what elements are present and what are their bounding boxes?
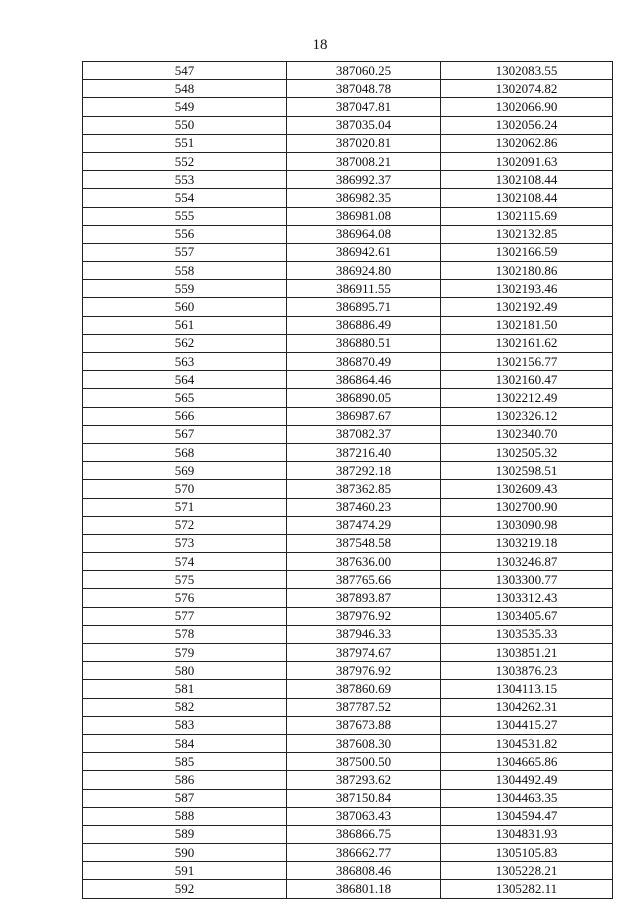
x-coordinate-cell: 387500.50 [287, 753, 441, 771]
table-row [83, 698, 613, 716]
x-coordinate-cell: 387060.25 [287, 62, 441, 80]
table-row [83, 225, 613, 243]
y-coordinate-cell: 1302066.90 [441, 98, 613, 116]
point-number-cell: 567 [83, 425, 287, 443]
table-row [83, 98, 613, 116]
table-row [83, 334, 613, 352]
x-coordinate-cell: 386870.49 [287, 353, 441, 371]
table-row [83, 807, 613, 825]
x-coordinate-cell: 386981.08 [287, 207, 441, 225]
x-coordinate-cell: 386662.77 [287, 844, 441, 862]
y-coordinate-cell: 1302056.24 [441, 116, 613, 134]
table-row [83, 553, 613, 571]
x-coordinate-cell: 387608.30 [287, 734, 441, 752]
table-row [83, 443, 613, 461]
table-row [83, 425, 613, 443]
x-coordinate-cell: 386866.75 [287, 825, 441, 843]
table-row [83, 353, 613, 371]
y-coordinate-cell: 1302598.51 [441, 462, 613, 480]
point-number-cell: 585 [83, 753, 287, 771]
point-number-cell: 587 [83, 789, 287, 807]
table-row [83, 462, 613, 480]
x-coordinate-cell: 386886.49 [287, 316, 441, 334]
table-row [83, 80, 613, 98]
x-coordinate-cell: 386911.55 [287, 280, 441, 298]
point-number-cell: 586 [83, 771, 287, 789]
coordinates-table [82, 61, 613, 899]
y-coordinate-cell: 1302166.59 [441, 243, 613, 261]
x-coordinate-cell: 387292.18 [287, 462, 441, 480]
y-coordinate-cell: 1302180.86 [441, 262, 613, 280]
table-row [83, 625, 613, 643]
page-number: 18 [312, 37, 328, 53]
y-coordinate-cell: 1303300.77 [441, 571, 613, 589]
table-row [83, 243, 613, 261]
y-coordinate-cell: 1302091.63 [441, 152, 613, 170]
y-coordinate-cell: 1302181.50 [441, 316, 613, 334]
point-number-cell: 575 [83, 571, 287, 589]
x-coordinate-cell: 386880.51 [287, 334, 441, 352]
table-row [83, 389, 613, 407]
x-coordinate-cell: 386895.71 [287, 298, 441, 316]
x-coordinate-cell: 387673.88 [287, 716, 441, 734]
point-number-cell: 572 [83, 516, 287, 534]
point-number-cell: 571 [83, 498, 287, 516]
table-row [83, 171, 613, 189]
point-number-cell: 560 [83, 298, 287, 316]
point-number-cell: 554 [83, 189, 287, 207]
point-number-cell: 563 [83, 353, 287, 371]
table-row [83, 498, 613, 516]
point-number-cell: 589 [83, 825, 287, 843]
x-coordinate-cell: 387460.23 [287, 498, 441, 516]
point-number-cell: 551 [83, 134, 287, 152]
table-row [83, 134, 613, 152]
point-number-cell: 547 [83, 62, 287, 80]
y-coordinate-cell: 1302340.70 [441, 425, 613, 443]
table-row [83, 280, 613, 298]
y-coordinate-cell: 1305228.21 [441, 862, 613, 880]
table-row [83, 571, 613, 589]
point-number-cell: 584 [83, 734, 287, 752]
x-coordinate-cell: 387048.78 [287, 80, 441, 98]
y-coordinate-cell: 1302132.85 [441, 225, 613, 243]
point-number-cell: 591 [83, 862, 287, 880]
y-coordinate-cell: 1302062.86 [441, 134, 613, 152]
y-coordinate-cell: 1303405.67 [441, 607, 613, 625]
point-number-cell: 557 [83, 243, 287, 261]
y-coordinate-cell: 1302083.55 [441, 62, 613, 80]
table-row [83, 262, 613, 280]
table-row [83, 789, 613, 807]
x-coordinate-cell: 386924.80 [287, 262, 441, 280]
x-coordinate-cell: 387020.81 [287, 134, 441, 152]
y-coordinate-cell: 1303851.21 [441, 644, 613, 662]
y-coordinate-cell: 1304463.35 [441, 789, 613, 807]
x-coordinate-cell: 387063.43 [287, 807, 441, 825]
x-coordinate-cell: 386982.35 [287, 189, 441, 207]
table-row [83, 589, 613, 607]
point-number-cell: 565 [83, 389, 287, 407]
x-coordinate-cell: 386987.67 [287, 407, 441, 425]
point-number-cell: 559 [83, 280, 287, 298]
y-coordinate-cell: 1302074.82 [441, 80, 613, 98]
table-row [83, 189, 613, 207]
y-coordinate-cell: 1304262.31 [441, 698, 613, 716]
table-row [83, 116, 613, 134]
x-coordinate-cell: 387976.92 [287, 607, 441, 625]
x-coordinate-cell: 386890.05 [287, 389, 441, 407]
table-row [83, 480, 613, 498]
point-number-cell: 549 [83, 98, 287, 116]
y-coordinate-cell: 1302115.69 [441, 207, 613, 225]
x-coordinate-cell: 387976.92 [287, 662, 441, 680]
point-number-cell: 566 [83, 407, 287, 425]
y-coordinate-cell: 1302193.46 [441, 280, 613, 298]
y-coordinate-cell: 1304594.47 [441, 807, 613, 825]
point-number-cell: 564 [83, 371, 287, 389]
table-row [83, 662, 613, 680]
table-row [83, 644, 613, 662]
table-row [83, 516, 613, 534]
x-coordinate-cell: 387787.52 [287, 698, 441, 716]
y-coordinate-cell: 1304415.27 [441, 716, 613, 734]
y-coordinate-cell: 1302161.62 [441, 334, 613, 352]
x-coordinate-cell: 387293.62 [287, 771, 441, 789]
coordinates-table-body [83, 62, 613, 899]
y-coordinate-cell: 1302609.43 [441, 480, 613, 498]
y-coordinate-cell: 1302700.90 [441, 498, 613, 516]
y-coordinate-cell: 1303090.98 [441, 516, 613, 534]
x-coordinate-cell: 386808.46 [287, 862, 441, 880]
point-number-cell: 580 [83, 662, 287, 680]
y-coordinate-cell: 1303219.18 [441, 534, 613, 552]
x-coordinate-cell: 387636.00 [287, 553, 441, 571]
x-coordinate-cell: 387035.04 [287, 116, 441, 134]
point-number-cell: 568 [83, 443, 287, 461]
point-number-cell: 573 [83, 534, 287, 552]
point-number-cell: 583 [83, 716, 287, 734]
y-coordinate-cell: 1304113.15 [441, 680, 613, 698]
y-coordinate-cell: 1302192.49 [441, 298, 613, 316]
y-coordinate-cell: 1302160.47 [441, 371, 613, 389]
x-coordinate-cell: 387362.85 [287, 480, 441, 498]
point-number-cell: 562 [83, 334, 287, 352]
x-coordinate-cell: 386942.61 [287, 243, 441, 261]
point-number-cell: 581 [83, 680, 287, 698]
y-coordinate-cell: 1304492.49 [441, 771, 613, 789]
x-coordinate-cell: 387548.58 [287, 534, 441, 552]
x-coordinate-cell: 387946.33 [287, 625, 441, 643]
x-coordinate-cell: 387008.21 [287, 152, 441, 170]
x-coordinate-cell: 387860.69 [287, 680, 441, 698]
table-row [83, 734, 613, 752]
x-coordinate-cell: 386992.37 [287, 171, 441, 189]
table-row [83, 62, 613, 80]
point-number-cell: 569 [83, 462, 287, 480]
y-coordinate-cell: 1303535.33 [441, 625, 613, 643]
point-number-cell: 574 [83, 553, 287, 571]
table-row [83, 152, 613, 170]
x-coordinate-cell: 386801.18 [287, 880, 441, 898]
table-row [83, 371, 613, 389]
y-coordinate-cell: 1302108.44 [441, 189, 613, 207]
point-number-cell: 553 [83, 171, 287, 189]
point-number-cell: 555 [83, 207, 287, 225]
y-coordinate-cell: 1305105.83 [441, 844, 613, 862]
y-coordinate-cell: 1302212.49 [441, 389, 613, 407]
x-coordinate-cell: 386964.08 [287, 225, 441, 243]
point-number-cell: 556 [83, 225, 287, 243]
table-row [83, 880, 613, 898]
x-coordinate-cell: 387082.37 [287, 425, 441, 443]
y-coordinate-cell: 1304665.86 [441, 753, 613, 771]
point-number-cell: 579 [83, 644, 287, 662]
y-coordinate-cell: 1302326.12 [441, 407, 613, 425]
point-number-cell: 550 [83, 116, 287, 134]
point-number-cell: 558 [83, 262, 287, 280]
table-row [83, 825, 613, 843]
x-coordinate-cell: 387474.29 [287, 516, 441, 534]
x-coordinate-cell: 387216.40 [287, 443, 441, 461]
point-number-cell: 552 [83, 152, 287, 170]
x-coordinate-cell: 387047.81 [287, 98, 441, 116]
table-row [83, 753, 613, 771]
point-number-cell: 577 [83, 607, 287, 625]
table-row [83, 862, 613, 880]
point-number-cell: 578 [83, 625, 287, 643]
point-number-cell: 548 [83, 80, 287, 98]
table-row [83, 716, 613, 734]
table-row [83, 680, 613, 698]
table-row [83, 534, 613, 552]
x-coordinate-cell: 386864.46 [287, 371, 441, 389]
y-coordinate-cell: 1303312.43 [441, 589, 613, 607]
table-row [83, 316, 613, 334]
table-row [83, 298, 613, 316]
x-coordinate-cell: 387974.67 [287, 644, 441, 662]
y-coordinate-cell: 1302108.44 [441, 171, 613, 189]
y-coordinate-cell: 1302156.77 [441, 353, 613, 371]
x-coordinate-cell: 387765.66 [287, 571, 441, 589]
x-coordinate-cell: 387893.87 [287, 589, 441, 607]
point-number-cell: 561 [83, 316, 287, 334]
x-coordinate-cell: 387150.84 [287, 789, 441, 807]
y-coordinate-cell: 1304531.82 [441, 734, 613, 752]
y-coordinate-cell: 1304831.93 [441, 825, 613, 843]
point-number-cell: 592 [83, 880, 287, 898]
y-coordinate-cell: 1302505.32 [441, 443, 613, 461]
point-number-cell: 590 [83, 844, 287, 862]
y-coordinate-cell: 1303246.87 [441, 553, 613, 571]
point-number-cell: 588 [83, 807, 287, 825]
table-row [83, 207, 613, 225]
y-coordinate-cell: 1303876.23 [441, 662, 613, 680]
point-number-cell: 582 [83, 698, 287, 716]
table-row [83, 607, 613, 625]
y-coordinate-cell: 1305282.11 [441, 880, 613, 898]
table-row [83, 771, 613, 789]
point-number-cell: 576 [83, 589, 287, 607]
point-number-cell: 570 [83, 480, 287, 498]
table-row [83, 407, 613, 425]
table-row [83, 844, 613, 862]
